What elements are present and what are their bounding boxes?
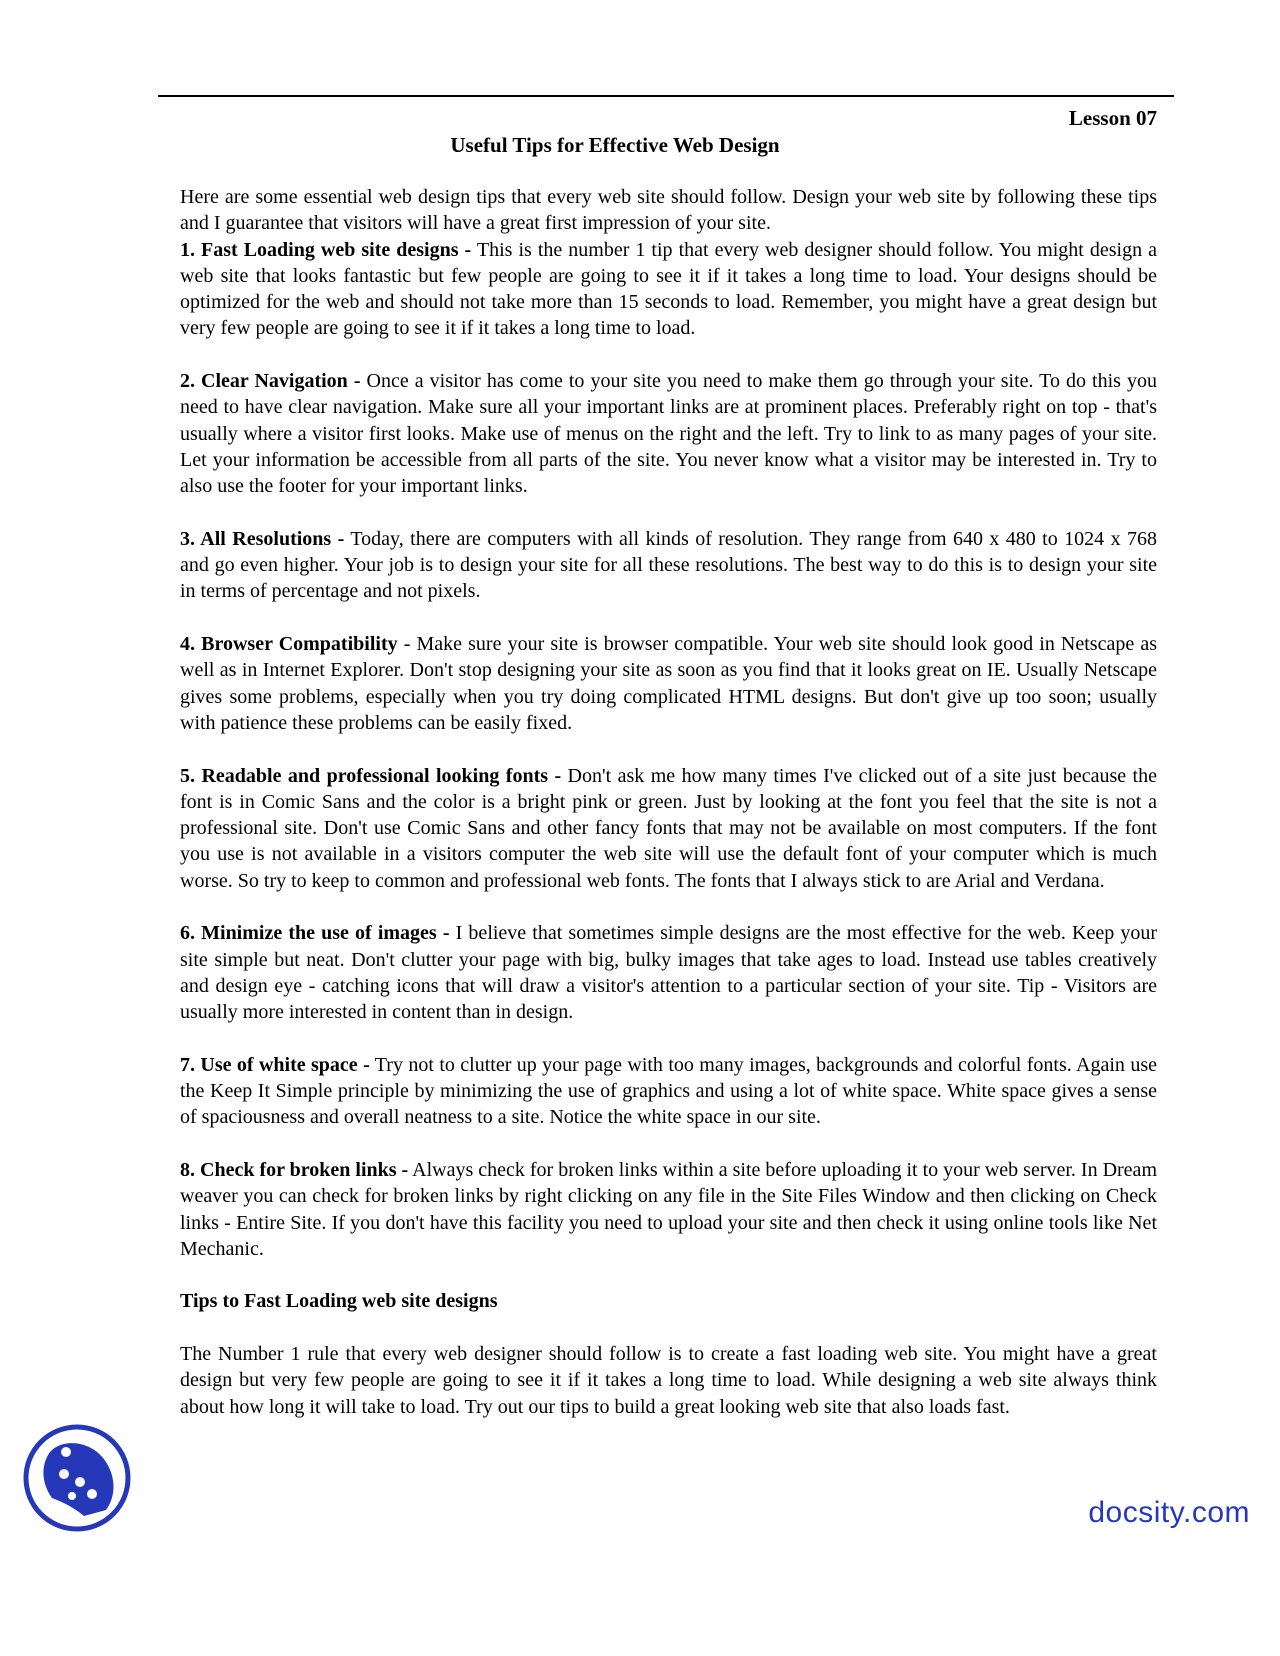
tip-text-6: I believe that sometimes simple designs are the most effective for the web. Keep your site simple but neat. Don't clutter your page with big, bulky images that take ages to load. Instead use tables creatively and design eye - catching icons that will draw a visitor's attention to a particular section of your site. Tip - Visitors are usually more interested in content than in design. [180,922,1157,1024]
tip-heading-1: 1. Fast Loading web site designs - [180,238,472,261]
docsity-logo-text[interactable]: docsity.com [1088,1496,1250,1529]
tip-text-7: Try not to clutter up your page with too many images, backgrounds and colorful fonts. Again use the Keep It Simple principle by minimizing the use of graphics and using a lot of white space. White space gives a sense of spaciousness and overall neatness to a site. Notice the white space in our site. [180,1053,1157,1129]
tip-heading-8: 8. Check for broken links - [180,1158,409,1181]
tip-heading-2: 2. Clear Navigation - [180,370,361,393]
header-rule [158,95,1174,97]
tip-text-8: Always check for broken links within a site before uploading it to your web server. In Dream weaver you can check for broken links by right clicking on any file in the Site Files Window and then clicking on Check links - Entire Site. If you don't have this facility you need to upload your site and then check it using online tools like Net Mechanic. [180,1158,1157,1260]
tip-text-3: Today, there are computers with all kinds of resolution. They range from 640 x 480 to 1024 x 768 and go even higher. Your job is to design your site for all these resolutions. The best way to do this is to design your site in terms of percentage and not pixels. [180,527,1157,603]
subsection-paragraph: The Number 1 rule that every web designer should follow is to create a fast loading web site. You might have a great design but very few people are going to see it if it takes a long time to load. While designing a web site always think about how long it will take to load. Try out our tips to build a great looking web site that also loads fast. [180,1343,1157,1418]
tip-paragraph-2 [180,368,1157,499]
tip-paragraph-3 [180,526,1157,605]
tip-paragraph-5 [180,763,1157,894]
tip-text-5: Don't ask me how many times I've clicked out of a site just because the font is in Comic Sans and the color is a bright pink or green. Just by looking at the font you feel that the site is not a professional site. Don't use Comic Sans and other fancy fonts that may not be available on most computers. If the font you use is not available in a visitors computer the web site will use the default font of your computer which is much worse. So try to keep to common and professional web fonts. The fonts that I always stick to are Arial and Verdana. [180,764,1157,892]
subsection-heading: Tips to Fast Loading web site designs [180,1290,498,1313]
tip-paragraph-8 [180,1157,1157,1262]
lesson-number: Lesson 07 [1068,106,1157,130]
tip-paragraph-1 [180,237,1157,342]
tip-paragraph-6 [180,920,1157,1025]
tip-text-1: This is the number 1 tip that every web designer should follow. You might design a web site that looks fantastic but few people are going to see it if it takes a long time to load. Your designs should be optimized for the web and should not take more than 15 seconds to load. Remember, you might have a great design but very few people are going to see it if it takes a long time to load. [180,238,1158,340]
docsity-badge-icon [22,1422,132,1534]
tip-text-4: - Make sure your site is browser compatible. Your web site should look good in Netscape as well as in Internet Explorer. Don't stop designing your site as soon as you find that it looks great on IE. Usually Netscape gives some problems, especially when you try doing complicated HTML designs. But don't give up too soon; usually with patience these problems can be easily fixed. [180,633,1157,734]
tip-text-2: Once a visitor has come to your site you need to make them go through your site. To do this you need to have clear navigation. Make sure all your important links are at prominent places. Preferably right on top - that's usually where a visitor first looks. Make use of menus on the right and the left. Try to link to as many pages of your site. Let your information be accessible from all parts of the site. You never know what a visitor may be interested in. Try to also use the footer for your important links. [180,370,1157,498]
tip-heading-4: 4. Browser Compatibility [180,633,398,656]
tip-paragraph-4 [180,631,1157,736]
tip-heading-3: 3. All Resolutions - [180,527,345,550]
document-body [180,184,1157,1420]
document-title: Useful Tips for Effective Web Design [450,133,780,157]
tip-heading-6: 6. Minimize the use of images - [180,922,450,945]
tip-heading-5: 5. Readable and professional looking fonts - [180,764,562,787]
tip-paragraph-7 [180,1052,1157,1131]
intro-paragraph: Here are some essential web design tips that every web site should follow. Design your web site by following these tips and I guarantee that visitors will have a great first impression of your site. [180,186,1157,235]
tip-heading-7: 7. Use of white space - [180,1053,370,1076]
